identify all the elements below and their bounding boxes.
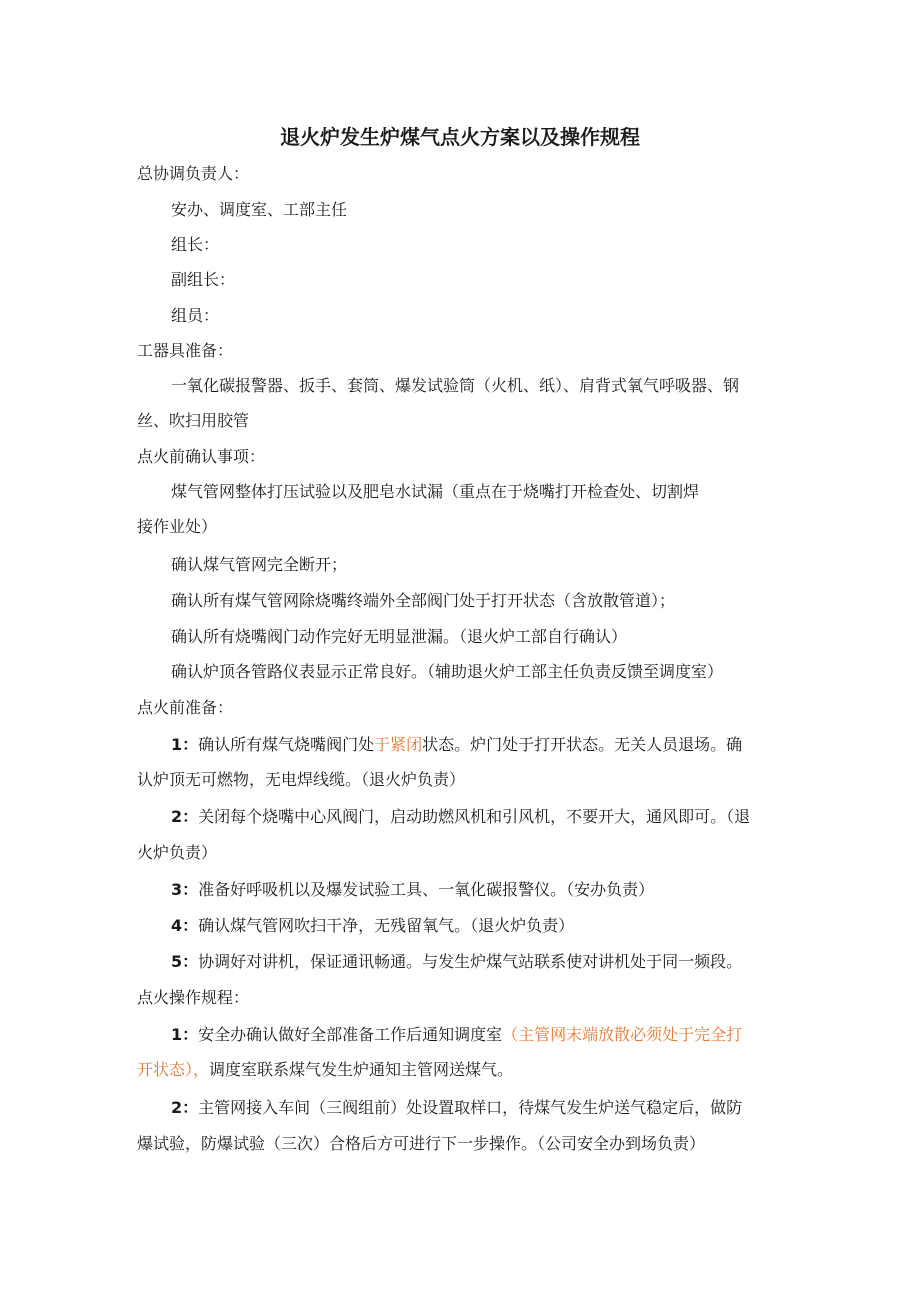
prep-step-1-cont: 认炉顶无可燃物，无电焊线缆。（退火炉负责） bbox=[137, 770, 466, 789]
tools-heading: 工器具准备： bbox=[137, 341, 234, 360]
prep-step-4 bbox=[171, 915, 574, 937]
confirm-item-1-cont: 接作业处） bbox=[137, 517, 218, 536]
prep-step-2 bbox=[171, 806, 750, 828]
step-text-cont: 状态。炉门处于打开状态。无关人员退场。确 bbox=[422, 735, 743, 754]
step-text: 关闭每个烧嘴中心风阀门，启动助燃风机和引风机，不要开大，通风即可。（退 bbox=[198, 807, 751, 826]
prep-heading: 点火前准备： bbox=[137, 698, 234, 717]
confirm-heading: 点火前确认事项： bbox=[137, 447, 266, 466]
step-number: 3： bbox=[171, 880, 199, 899]
step-text: 确认煤气管网吹扫干净，无残留氧气。（退火炉负责） bbox=[198, 916, 575, 935]
prep-step-3 bbox=[171, 879, 654, 901]
confirm-item-4: 确认所有烧嘴阀门动作完好无明显泄漏。（退火炉工部自行确认） bbox=[171, 627, 628, 646]
step-text-cont: 调度室联系煤气发生炉通知主管网送煤气。 bbox=[209, 1060, 514, 1079]
highlight-text: （主管网末端放散必须处于完全打 bbox=[502, 1025, 743, 1044]
member-label: 组员： bbox=[171, 306, 220, 325]
step-text: 准备好呼吸机以及爆发试验工具、一氧化碳报警仪。（安办负责） bbox=[198, 880, 655, 899]
prep-step-1 bbox=[171, 734, 742, 756]
confirm-item-2: 确认煤气管网完全断开； bbox=[171, 555, 348, 574]
procedure-step-1-cont bbox=[137, 1059, 513, 1081]
coordinator-heading: 总协调负责人： bbox=[137, 164, 250, 183]
confirm-item-5: 确认炉顶各管路仪表显示正常良好。（辅助退火炉工部主任负责反馈至调度室） bbox=[171, 662, 724, 681]
highlight-text: 于紧闭 bbox=[374, 735, 423, 754]
step-text: 安全办确认做好全部准备工作后通知调度室 bbox=[198, 1025, 503, 1044]
highlight-text: 开状态）， bbox=[137, 1060, 210, 1079]
prep-step-2-cont: 火炉负责） bbox=[137, 843, 218, 862]
procedure-step-1 bbox=[171, 1024, 742, 1046]
step-number: 5： bbox=[171, 952, 199, 971]
step-text: 协调好对讲机，保证通讯畅通。与发生炉煤气站联系使对讲机处于同一频段。 bbox=[198, 952, 743, 971]
leader-label: 组长： bbox=[171, 235, 220, 254]
step-number: 2： bbox=[171, 1098, 199, 1117]
step-text: 主管网接入车间（三阀组前）处设置取样口，待煤气发生炉送气稳定后，做防 bbox=[198, 1098, 743, 1117]
step-number: 1： bbox=[171, 1025, 199, 1044]
tools-line-1: 一氧化碳报警器、扳手、套筒、爆发试验筒（火机、纸）、肩背式氧气呼吸器、钢 bbox=[171, 376, 740, 395]
procedure-step-2 bbox=[171, 1097, 742, 1119]
step-number: 2： bbox=[171, 807, 199, 826]
tools-line-2: 丝、吹扫用胶管 bbox=[137, 411, 250, 430]
step-number: 4： bbox=[171, 916, 199, 935]
confirm-item-1: 煤气管网整体打压试验以及肥皂水试漏（重点在于烧嘴打开检查处、切割焊 bbox=[171, 482, 700, 501]
step-text: 确认所有煤气烧嘴阀门处 bbox=[198, 735, 375, 754]
procedure-step-2-cont: 爆试验，防爆试验（三次）合格后方可进行下一步操作。（公司安全办到场负责） bbox=[137, 1134, 706, 1153]
procedure-heading: 点火操作规程： bbox=[137, 988, 250, 1007]
coordinator-line: 安办、调度室、工部主任 bbox=[171, 200, 348, 219]
deputy-label: 副组长： bbox=[171, 270, 236, 289]
prep-step-5 bbox=[171, 951, 742, 973]
confirm-item-3: 确认所有煤气管网除烧嘴终端外全部阀门处于打开状态（含放散管道）； bbox=[171, 591, 676, 610]
document-title: 退火炉发生炉煤气点火方案以及操作规程 bbox=[280, 125, 640, 149]
step-number: 1： bbox=[171, 735, 199, 754]
